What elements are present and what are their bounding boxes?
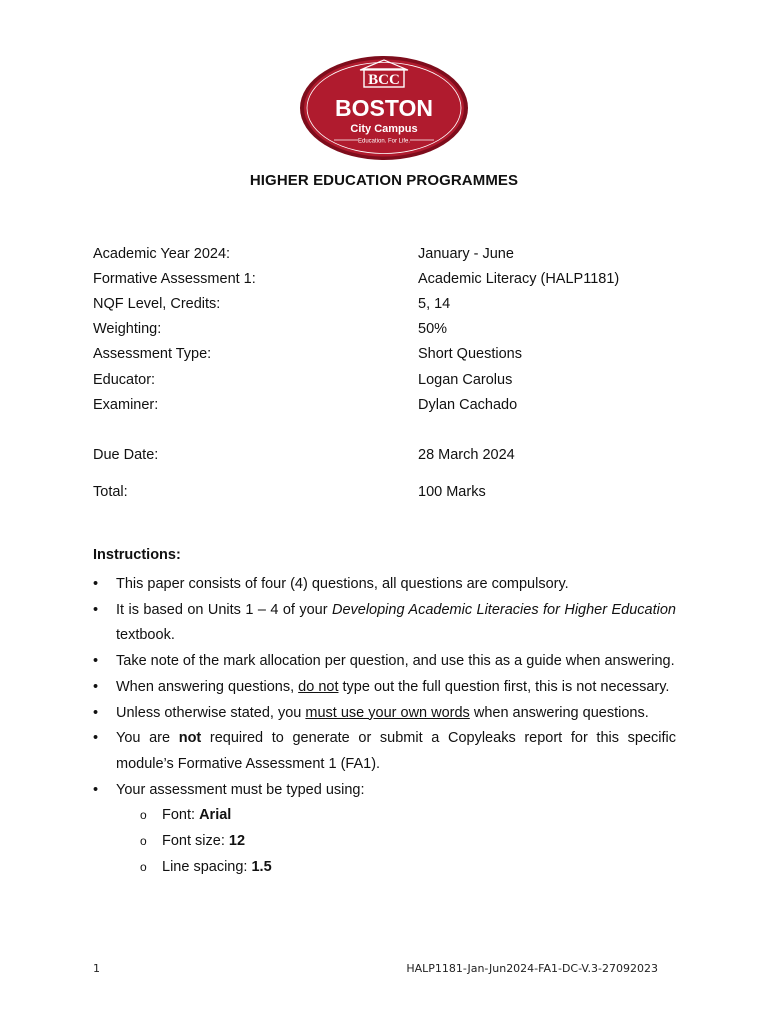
instruction-text: required to generate or submit a Copyleaks report for this specific module’s Formative Assessment 1 (FA1).	[116, 730, 676, 772]
instruction-text: This paper consists of four (4) questions, all questions are compulsory.	[116, 576, 569, 592]
info-value: Academic Literacy (HALP1181)	[418, 271, 620, 287]
circle-bullet-icon: o	[140, 808, 147, 823]
instruction-text: Your assessment must be typed using:	[116, 781, 365, 798]
format-label: Font size:	[162, 833, 229, 850]
info-value: Dylan Cachado	[418, 397, 518, 413]
info-value: 50%	[418, 321, 448, 337]
logo-monogram: BCC	[368, 72, 400, 88]
document-code: HALP1181-Jan-Jun2024-FA1-DC-V.3-27092023	[406, 962, 658, 975]
info-value: 28 March 2024	[418, 447, 515, 463]
info-value: Logan Carolus	[418, 372, 513, 388]
bullet-icon: •	[93, 601, 99, 618]
bullet-icon: •	[93, 653, 99, 670]
instruction-item	[93, 701, 676, 727]
info-label: Due Date:	[93, 447, 159, 463]
instruction-text: textbook.	[116, 627, 175, 644]
bullet-icon: •	[93, 678, 99, 695]
info-label: Total:	[93, 484, 128, 500]
info-label: Examiner:	[93, 397, 159, 413]
underlined-emphasis: do not	[298, 678, 339, 695]
format-subitem-font	[93, 803, 676, 829]
instruction-text: when answering questions.	[469, 704, 649, 721]
format-label: Line spacing:	[162, 858, 252, 875]
info-row	[93, 346, 693, 368]
bullet-icon: •	[93, 576, 99, 592]
instructions-list	[93, 572, 676, 880]
format-value: 1.5	[251, 858, 272, 875]
format-value: 12	[228, 833, 246, 850]
instruction-item	[93, 598, 676, 649]
format-label: Font:	[162, 807, 200, 824]
info-label: Assessment Type:	[93, 346, 212, 362]
bullet-icon: •	[93, 781, 99, 798]
page-number: 1	[93, 962, 100, 975]
page-footer	[93, 962, 658, 980]
info-row	[93, 372, 693, 394]
instruction-item	[93, 778, 676, 804]
info-row-due-date	[93, 447, 693, 469]
info-row-total	[93, 484, 693, 506]
textbook-title: Developing Academic Literacies for Higher Education	[331, 601, 676, 618]
info-value: Short Questions	[418, 346, 522, 362]
info-value: 5, 14	[418, 296, 451, 312]
instruction-item	[93, 572, 676, 598]
format-value: Arial	[199, 807, 232, 824]
info-label: Weighting:	[93, 321, 162, 337]
bold-emphasis: not	[178, 730, 202, 747]
boston-city-campus-logo	[298, 54, 470, 162]
info-value: 100 Marks	[418, 484, 486, 500]
info-row	[93, 397, 693, 419]
circle-bullet-icon: o	[140, 834, 147, 849]
logo-emblem	[298, 54, 470, 162]
info-value: January - June	[418, 246, 514, 262]
instruction-text: You are	[116, 730, 179, 747]
info-row	[93, 271, 693, 293]
info-label: Educator:	[93, 372, 156, 388]
info-label: Formative Assessment 1:	[93, 271, 256, 287]
instruction-item	[93, 675, 676, 701]
instruction-text: Take note of the mark allocation per question, and use this as a guide when answering.	[116, 653, 675, 670]
bullet-icon: •	[93, 704, 99, 721]
circle-bullet-icon: o	[140, 859, 147, 874]
instruction-text: Unless otherwise stated, you	[116, 704, 306, 721]
bullet-icon: •	[93, 730, 99, 747]
format-subitem-font-size	[93, 829, 676, 855]
instruction-text: When answering questions,	[116, 678, 299, 695]
info-row	[93, 321, 693, 343]
info-label: Academic Year 2024:	[93, 246, 231, 262]
page-heading: HIGHER EDUCATION PROGRAMMES	[249, 172, 519, 189]
underlined-emphasis: must use your own words	[305, 704, 470, 721]
info-row	[93, 246, 693, 268]
instruction-text: It is based on Units 1 – 4 of your	[116, 601, 332, 618]
logo-subtitle: City Campus	[350, 123, 418, 135]
instruction-text: type out the full question first, this is not necessary.	[338, 678, 670, 695]
format-subitem-line-spacing	[93, 855, 676, 881]
info-row	[93, 296, 693, 318]
logo-tagline: Education. For Life.	[357, 138, 411, 145]
info-label: NQF Level, Credits:	[93, 296, 221, 312]
instruction-item	[93, 726, 676, 777]
instructions-title: Instructions:	[93, 547, 181, 563]
logo-name: BOSTON	[335, 95, 433, 121]
instruction-item	[93, 649, 676, 675]
